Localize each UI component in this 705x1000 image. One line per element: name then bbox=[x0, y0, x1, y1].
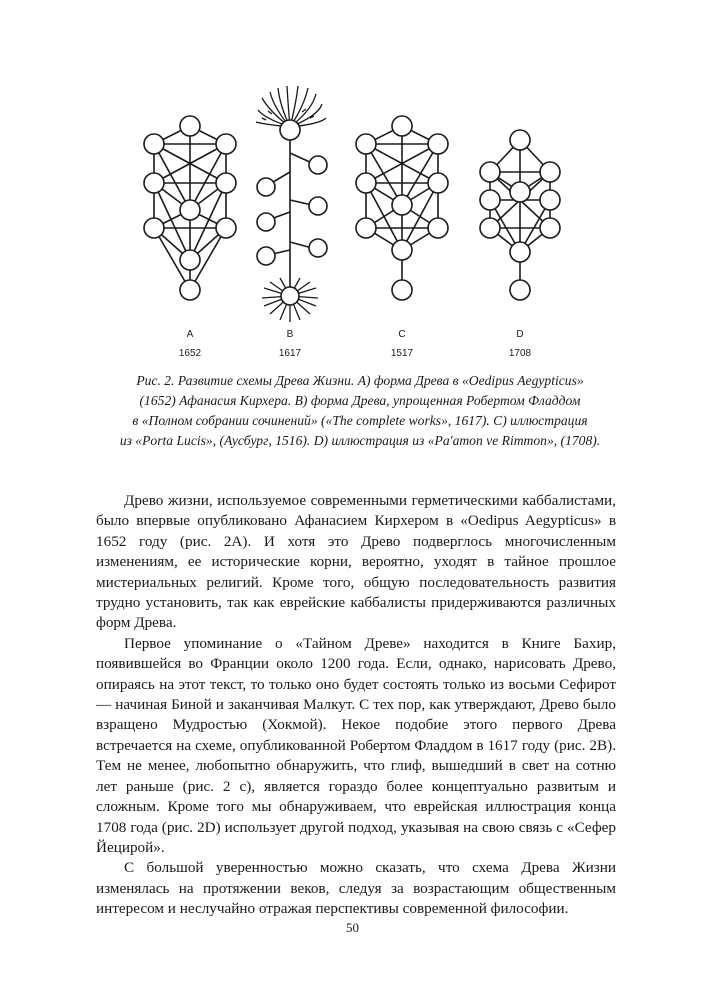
tree-d-diagram bbox=[480, 130, 560, 300]
tree-a-diagram bbox=[144, 116, 236, 300]
tree-b-diagram bbox=[256, 86, 327, 322]
tree-d-year: 1708 bbox=[508, 348, 532, 359]
caption-line: в «Полном собрании сочинений» («The complete works», 1617). С) иллюстрация bbox=[132, 413, 588, 428]
tree-a-letter: A bbox=[186, 329, 194, 340]
tree-b-letter: B bbox=[286, 329, 294, 340]
paragraph-3: С большой уверенностью можно сказать, что схема Древа Жизни изменялась на протяжении веков, следуя за возрастающим общественным интересом и неслучайно отражая перспективы современной философии. bbox=[96, 859, 616, 918]
tree-b-year: 1617 bbox=[278, 348, 302, 359]
caption-line: (1652) Афанасия Кирхера. В) форма Древа, упрощенная Робертом Фладдом bbox=[139, 393, 581, 408]
tree-c-diagram bbox=[356, 116, 448, 300]
tree-a-year: 1652 bbox=[178, 348, 202, 359]
paragraph-1: Древо жизни, используемое современными герметическими каббалистами, было впервые опубликовано Афанасием Кирхером в «Oedipus Aegypticus» в 1652 году (рис. 2А). И хотя это Древо подверглось многочисленным изменениям, ее исторические корни, вероятно, уходят в тайное прошлое мистериальных религий. Кроме того, общую последовательность развития трудно установить, так как еврейские каббалисты придерживаются различных форм Древа. bbox=[96, 492, 616, 632]
caption-line: Рис. 2. Развитие схемы Древа Жизни. А) форма Древа в «Oedipus Aegypticus» bbox=[136, 373, 584, 388]
tree-c-year: 1517 bbox=[390, 348, 414, 359]
caption-line: из «Porta Lucis», (Аусбург, 1516). D) иллюстрация из «Pa'amon ve Rimmon», (1708). bbox=[119, 433, 601, 448]
figure-caption bbox=[100, 371, 620, 451]
paragraph-2: Первое упоминание о «Тайном Древе» находится в Книге Бахир, появившейся во Франции около 1200 года. Если, однако, нарисовать Древо, опираясь на этот текст, то только оно будет состоять только из восьми Сефирот — начиная Биной и заканчивая Малкут. С тех пор, как утверждают, Древо было взращено Мудростью (Хокмой). Некое подобие этого первого Древа встречается на схеме, опубликованной Робертом Фладдом в 1617 году (рис. 2В). Тем не менее, любопытно обнаружить, что глиф, вышедший в свет на сотню лет раньше (рис. 2 с), является гораздо более концептуально развитым и сложным. Кроме того мы обнаруживаем, что еврейская иллюстрация конца 1708 года (рис. 2D) использует другой подход, указывая на свою связь с «Сефер Йецирой». bbox=[96, 634, 617, 856]
body-text bbox=[96, 491, 616, 920]
page-number: 50 bbox=[346, 920, 359, 935]
tree-c-letter: C bbox=[398, 329, 406, 340]
tree-of-life-figure bbox=[0, 0, 705, 380]
tree-d-letter: D bbox=[516, 329, 524, 340]
